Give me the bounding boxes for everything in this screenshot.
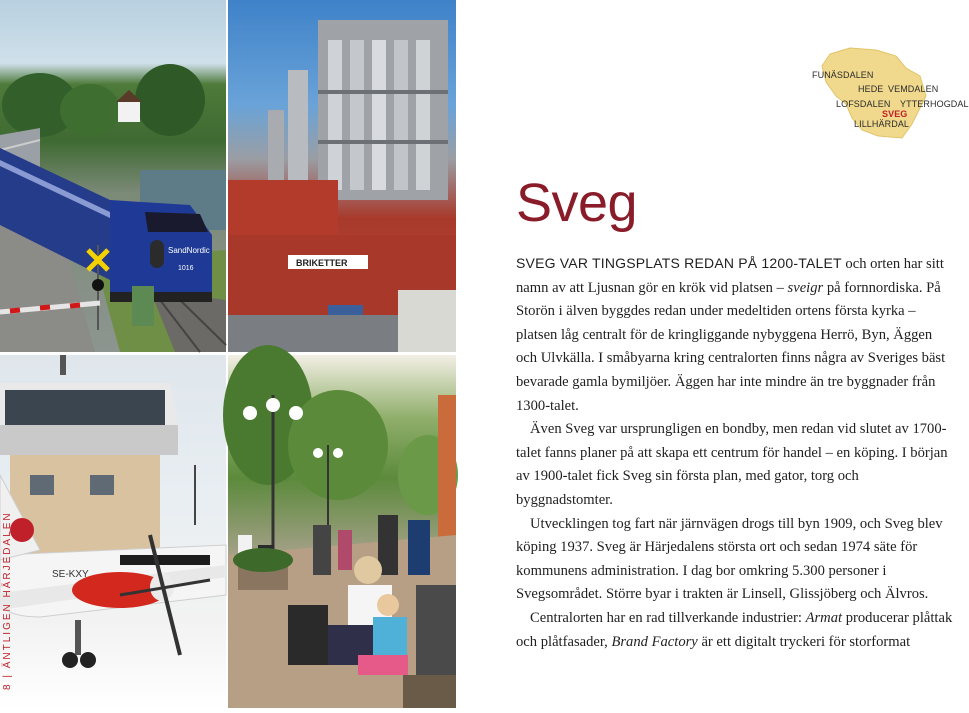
photo-square (228, 355, 456, 708)
map-label-ytterhogdal: YTTERHOGDAL (900, 99, 969, 109)
photo-train (0, 0, 226, 352)
map-label-lillhardal: LILLHÄRDAL (854, 119, 910, 129)
company-armat: Armat (805, 609, 843, 626)
map-label-funasdalen: FUNÄSDALEN (812, 70, 874, 80)
briketter-sign: BRIKETTER (296, 258, 348, 268)
publication-name: ÄNTLIGEN HÄRJEDALEN (2, 511, 13, 669)
industry-illustration (228, 0, 456, 352)
plane-registration: SE-KXY (52, 569, 89, 580)
paragraph-1 (516, 252, 956, 418)
paragraph-1-emphasis: sveigr (787, 279, 824, 296)
photo-industry (228, 0, 456, 352)
spine-text (2, 511, 13, 690)
map-label-vemdalen: VEMDALEN (888, 84, 939, 94)
page-number: 8 (2, 682, 13, 690)
paragraph-2: Även Sveg var ursprungligen en bondby, men redan vid slutet av 1700-talet fanns planer på att skapa ett centrum för handel – en köping. I början av 1900-talet fick Sveg sin första plan, med gator, torg och byggnadstomter. (516, 421, 948, 508)
paragraph-3: Utvecklingen tog fart när järnvägen drogs till byn 1909, och Sveg blev köping 1937. Sveg är Härjedalens största ort och sedan 1974 säte för kommunens administration. I dag bor omkring 5.300 personer i Svegsområdet. Större byar i trakten är Linsell, Glissjöberg och Älvros. (516, 515, 943, 603)
airport-illustration (0, 355, 226, 708)
paragraph-4-text-c: är ett digitalt tryckeri för storformat (697, 633, 911, 650)
map-label-sveg: SVEG (882, 109, 908, 119)
lead-in-caps: SVEG VAR TINGSPLATS REDAN PÅ 1200-TALET (516, 255, 842, 271)
train-number-text: 1016 (178, 265, 194, 272)
region-map (808, 46, 969, 142)
train-illustration (0, 0, 226, 352)
map-label-lofsdalen: LOFSDALEN (836, 99, 891, 109)
train-brand-text: SandNordic (168, 246, 210, 255)
paragraph-1-text-a: och orten har sitt namn av att Ljusnan gör en krök vid platsen – (516, 256, 944, 296)
paragraph-4-text-b: producerar plåttak och plåtfasader, (516, 609, 953, 650)
paragraph-4-text-a: Centralorten har en rad tillverkande industrier: (530, 609, 806, 626)
photo-airport (0, 355, 226, 708)
article-body (516, 252, 956, 654)
paragraph-4 (516, 607, 956, 654)
paragraph-1-text-b: på fornnordiska. På Storön i älven byggdes redan under medeltiden ortens första kyrka – platsen låg centralt för de kringliggande nybyggena Herrö, Byn, Äggen och Ulvkälla. I småbyarna kring centralorten finns några av Sveriges bäst bevarade gamla bymiljöer. Äggen har inte mindre än tre byggnader från 1300-talet. (516, 279, 946, 414)
page-title: Sveg (516, 173, 638, 233)
map-label-hede: HEDE (858, 84, 884, 94)
spine-separator: | (2, 668, 13, 678)
company-brand-factory: Brand Factory (611, 633, 698, 650)
square-illustration (228, 355, 456, 708)
